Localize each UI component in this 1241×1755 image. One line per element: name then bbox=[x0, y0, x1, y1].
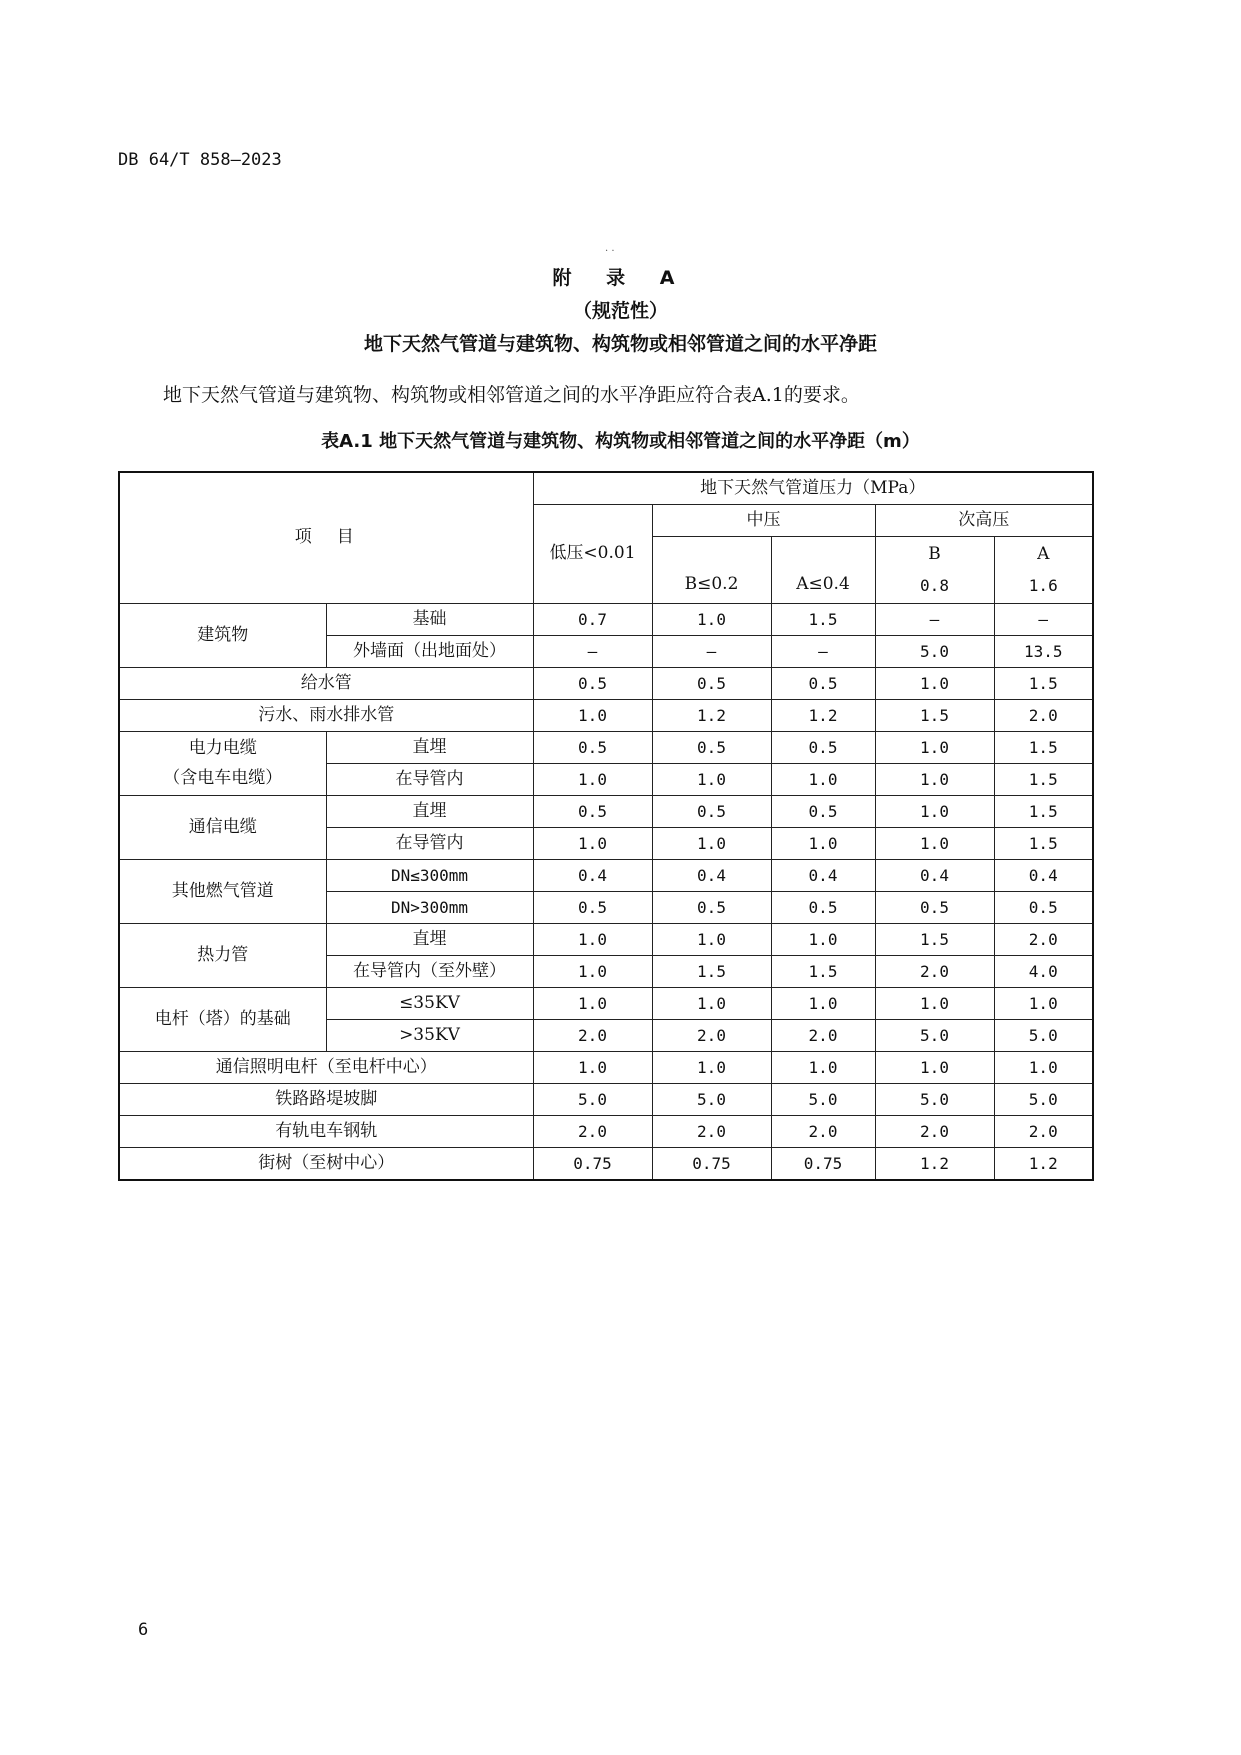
cell-value: 0.5 bbox=[771, 732, 875, 764]
cell-value: 1.0 bbox=[652, 604, 771, 636]
cell-value: 0.5 bbox=[994, 892, 1093, 924]
cell-value: 0.5 bbox=[533, 732, 652, 764]
table-caption: 表A.1 地下天然气管道与建筑物、构筑物或相邻管道之间的水平净距（m） bbox=[321, 431, 920, 452]
cell-value: 2.0 bbox=[994, 1116, 1093, 1148]
cell-value: 1.0 bbox=[771, 1052, 875, 1084]
row-group-label: 通信电缆 bbox=[119, 796, 326, 860]
table-row bbox=[119, 732, 1093, 764]
header-sub-high-b-value: 0.8 bbox=[920, 575, 949, 595]
row-group-label bbox=[119, 732, 326, 796]
cell-value: 0.7 bbox=[533, 604, 652, 636]
cell-value: 4.0 bbox=[994, 956, 1093, 988]
cell-value: — bbox=[994, 604, 1093, 636]
appendix-type: （规范性） bbox=[572, 300, 668, 322]
header-sub-high-b-label: B bbox=[928, 544, 941, 565]
header-item: 项 目 bbox=[119, 472, 533, 604]
header-medium-pressure: 中压 bbox=[652, 505, 875, 537]
cell-value: 1.5 bbox=[652, 956, 771, 988]
row-sub-label: DN≤300mm bbox=[326, 860, 533, 892]
cell-value: 5.0 bbox=[994, 1084, 1093, 1116]
cell-value: 1.0 bbox=[652, 988, 771, 1020]
cell-value: 2.0 bbox=[771, 1116, 875, 1148]
cell-value: 1.0 bbox=[533, 988, 652, 1020]
cell-value: 1.0 bbox=[533, 764, 652, 796]
row-sub-label: 直埋 bbox=[326, 924, 533, 956]
table-row bbox=[119, 988, 1093, 1020]
row-sub-label: DN>300mm bbox=[326, 892, 533, 924]
cell-value: 2.0 bbox=[875, 1116, 994, 1148]
page-number: 6 bbox=[138, 1620, 149, 1640]
cell-value: — bbox=[533, 636, 652, 668]
cell-value: 1.0 bbox=[771, 764, 875, 796]
header-medium-b bbox=[652, 537, 771, 604]
cell-value: 5.0 bbox=[994, 1020, 1093, 1052]
cell-value: 1.0 bbox=[875, 796, 994, 828]
cell-value: 1.0 bbox=[875, 732, 994, 764]
cell-value: 1.0 bbox=[771, 828, 875, 860]
row-sub-label: 在导管内 bbox=[326, 764, 533, 796]
table-row bbox=[119, 924, 1093, 956]
cell-value: 2.0 bbox=[875, 956, 994, 988]
cell-value: 0.4 bbox=[771, 860, 875, 892]
row-group-label: 热力管 bbox=[119, 924, 326, 988]
row-sub-label: 外墙面（出地面处） bbox=[326, 636, 533, 668]
cell-value: 2.0 bbox=[652, 1020, 771, 1052]
row-group-label-line2: （含电车电缆） bbox=[163, 767, 283, 788]
document-code: DB 64/T 858—2023 bbox=[118, 150, 282, 170]
cell-value: 0.5 bbox=[652, 668, 771, 700]
cell-value: 1.0 bbox=[994, 1052, 1093, 1084]
cell-value: 1.0 bbox=[533, 956, 652, 988]
cell-value: 1.5 bbox=[994, 732, 1093, 764]
cell-value: 0.75 bbox=[652, 1148, 771, 1181]
cell-value: 1.0 bbox=[533, 828, 652, 860]
row-group-label: 其他燃气管道 bbox=[119, 860, 326, 924]
header-sub-high-a-label: A bbox=[1037, 544, 1050, 565]
row-sub-label: ≤35KV bbox=[326, 988, 533, 1020]
cell-value: 1.0 bbox=[875, 764, 994, 796]
table-row bbox=[119, 1084, 1093, 1116]
cell-value: 2.0 bbox=[994, 924, 1093, 956]
header-sub-high-a-value: 1.6 bbox=[1028, 575, 1058, 595]
row-label: 给水管 bbox=[119, 668, 533, 700]
cell-value: 0.5 bbox=[771, 796, 875, 828]
row-sub-label: >35KV bbox=[326, 1020, 533, 1052]
cell-value: 1.5 bbox=[771, 956, 875, 988]
cell-value: 1.2 bbox=[652, 700, 771, 732]
row-group-label-line1: 电力电缆 bbox=[188, 738, 257, 759]
header-sub-high-b bbox=[875, 537, 994, 604]
cell-value: 1.2 bbox=[994, 1148, 1093, 1181]
cell-value: — bbox=[875, 604, 994, 636]
cell-value: 5.0 bbox=[875, 636, 994, 668]
cell-value: 13.5 bbox=[994, 636, 1093, 668]
cell-value: 1.0 bbox=[652, 828, 771, 860]
cell-value: 0.5 bbox=[533, 796, 652, 828]
header-sub-high-a bbox=[994, 537, 1093, 604]
cell-value: 0.5 bbox=[875, 892, 994, 924]
cell-value: 0.5 bbox=[652, 892, 771, 924]
cell-value: 0.75 bbox=[771, 1148, 875, 1181]
cell-value: 0.5 bbox=[771, 892, 875, 924]
cell-value: 1.2 bbox=[771, 700, 875, 732]
cell-value: 1.5 bbox=[771, 604, 875, 636]
cell-value: — bbox=[771, 636, 875, 668]
header-medium-a-text: A≤0.4 bbox=[796, 574, 850, 595]
cell-value: 2.0 bbox=[771, 1020, 875, 1052]
row-sub-label: 在导管内（至外壁） bbox=[326, 956, 533, 988]
header-low-pressure: 低压<0.01 bbox=[533, 505, 652, 604]
table-row bbox=[119, 1116, 1093, 1148]
row-label: 有轨电车钢轨 bbox=[119, 1116, 533, 1148]
cell-value: 1.5 bbox=[994, 796, 1093, 828]
cell-value: 5.0 bbox=[875, 1084, 994, 1116]
cell-value: 1.0 bbox=[652, 924, 771, 956]
header-sub-high-pressure: 次高压 bbox=[875, 505, 1093, 537]
cell-value: — bbox=[652, 636, 771, 668]
row-group-label: 建筑物 bbox=[119, 604, 326, 668]
cell-value: 5.0 bbox=[875, 1020, 994, 1052]
cell-value: 1.0 bbox=[875, 668, 994, 700]
cell-value: 1.0 bbox=[875, 1052, 994, 1084]
row-sub-label: 基础 bbox=[326, 604, 533, 636]
row-group-label: 电杆（塔）的基础 bbox=[119, 988, 326, 1052]
cell-value: 1.0 bbox=[994, 988, 1093, 1020]
cell-value: 2.0 bbox=[994, 700, 1093, 732]
row-sub-label: 直埋 bbox=[326, 796, 533, 828]
cell-value: 0.75 bbox=[533, 1148, 652, 1181]
row-sub-label: 在导管内 bbox=[326, 828, 533, 860]
cell-value: 1.0 bbox=[652, 764, 771, 796]
cell-value: 1.5 bbox=[994, 668, 1093, 700]
cell-value: 1.0 bbox=[533, 924, 652, 956]
cell-value: 1.5 bbox=[994, 764, 1093, 796]
row-label: 通信照明电杆（至电杆中心） bbox=[119, 1052, 533, 1084]
row-label: 街树（至树中心） bbox=[119, 1148, 533, 1181]
cell-value: 1.0 bbox=[875, 988, 994, 1020]
cell-value: 5.0 bbox=[771, 1084, 875, 1116]
intro-paragraph: 地下天然气管道与建筑物、构筑物或相邻管道之间的水平净距应符合表A.1的要求。 bbox=[163, 384, 860, 406]
cell-value: 2.0 bbox=[533, 1116, 652, 1148]
cell-value: 5.0 bbox=[652, 1084, 771, 1116]
clearance-table bbox=[118, 471, 1094, 1181]
cell-value: 0.5 bbox=[771, 668, 875, 700]
table-row bbox=[119, 700, 1093, 732]
cell-value: 0.5 bbox=[533, 668, 652, 700]
table-row bbox=[119, 1148, 1093, 1181]
decorative-dots: . . bbox=[605, 243, 615, 254]
cell-value: 2.0 bbox=[533, 1020, 652, 1052]
cell-value: 5.0 bbox=[533, 1084, 652, 1116]
cell-value: 1.0 bbox=[771, 988, 875, 1020]
cell-value: 0.5 bbox=[533, 892, 652, 924]
cell-value: 0.4 bbox=[652, 860, 771, 892]
table-row bbox=[119, 796, 1093, 828]
cell-value: 0.4 bbox=[994, 860, 1093, 892]
table-row bbox=[119, 668, 1093, 700]
cell-value: 1.5 bbox=[994, 828, 1093, 860]
header-medium-a bbox=[771, 537, 875, 604]
table-row bbox=[119, 1052, 1093, 1084]
cell-value: 1.0 bbox=[533, 1052, 652, 1084]
cell-value: 1.0 bbox=[875, 828, 994, 860]
table-row bbox=[119, 860, 1093, 892]
row-label: 污水、雨水排水管 bbox=[119, 700, 533, 732]
row-label: 铁路路堤坡脚 bbox=[119, 1084, 533, 1116]
cell-value: 1.5 bbox=[875, 700, 994, 732]
cell-value: 0.4 bbox=[875, 860, 994, 892]
header-row-1 bbox=[119, 472, 1093, 505]
appendix-heading: 地下天然气管道与建筑物、构筑物或相邻管道之间的水平净距 bbox=[363, 333, 877, 355]
cell-value: 2.0 bbox=[652, 1116, 771, 1148]
header-medium-b-text: B≤0.2 bbox=[684, 574, 739, 595]
header-pressure-group: 地下天然气管道压力（MPa） bbox=[533, 472, 1093, 505]
cell-value: 0.5 bbox=[652, 732, 771, 764]
cell-value: 1.0 bbox=[533, 700, 652, 732]
cell-value: 1.0 bbox=[771, 924, 875, 956]
table-row bbox=[119, 604, 1093, 636]
appendix-title: 附 录 A bbox=[552, 267, 689, 289]
cell-value: 1.5 bbox=[875, 924, 994, 956]
cell-value: 0.5 bbox=[652, 796, 771, 828]
cell-value: 0.4 bbox=[533, 860, 652, 892]
cell-value: 1.2 bbox=[875, 1148, 994, 1181]
row-sub-label: 直埋 bbox=[326, 732, 533, 764]
cell-value: 1.0 bbox=[652, 1052, 771, 1084]
